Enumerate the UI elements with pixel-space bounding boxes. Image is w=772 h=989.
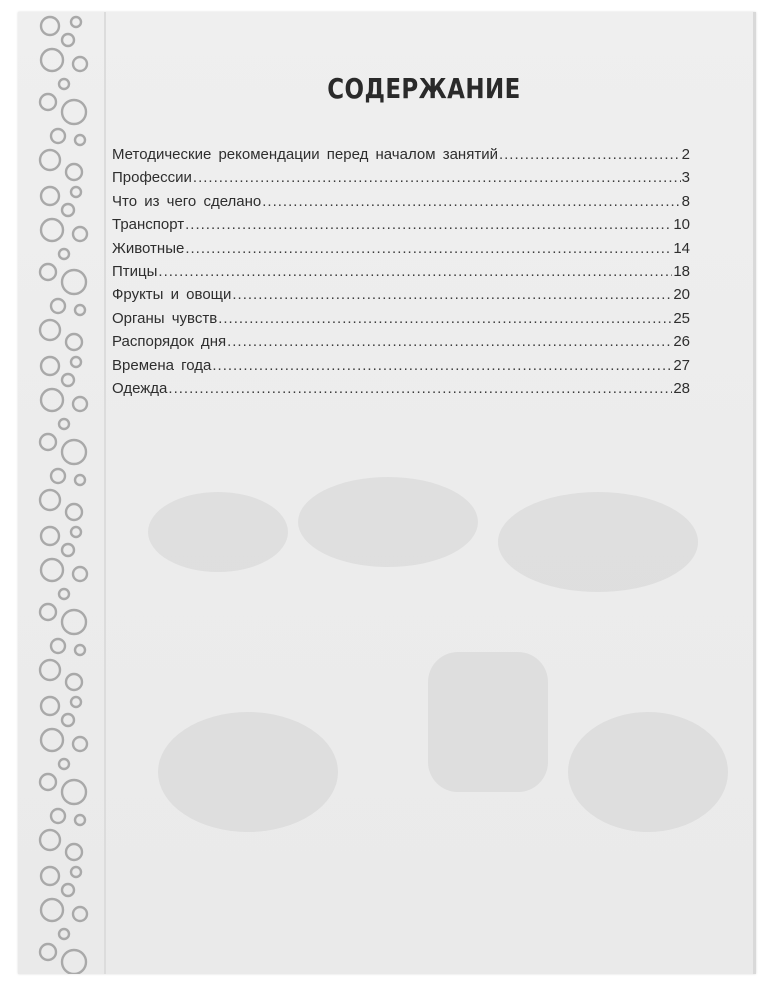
toc-entry <box>112 333 690 356</box>
page-title: СОДЕРЖАНИЕ <box>327 72 521 105</box>
toc-dot-leader <box>232 286 672 303</box>
toc-dot-leader <box>218 310 672 327</box>
toc-entry-label: Транспорт <box>112 216 185 234</box>
toc-entry-label: Одежда <box>112 379 168 397</box>
toc-entry-page-number: 26 <box>673 333 690 351</box>
toc-entry-page-number: 25 <box>673 309 690 327</box>
toc-entry <box>112 240 690 263</box>
toc-entry <box>112 380 690 403</box>
toc-entry-label: Что из чего сделано <box>112 192 262 210</box>
toc-entry-label: Фрукты и овощи <box>112 286 232 304</box>
toc-entry <box>112 146 690 169</box>
bubble-circles-icon <box>28 12 98 974</box>
toc-entry <box>112 193 690 216</box>
toc-entry-page-number: 18 <box>673 262 690 280</box>
toc-entry <box>112 216 690 239</box>
bubble-border <box>28 12 98 974</box>
toc-entry-label: Распорядок дня <box>112 333 227 351</box>
book-page <box>18 12 756 974</box>
border-divider <box>104 12 106 974</box>
toc-dot-leader <box>262 193 680 210</box>
toc-entry-page-number: 3 <box>681 169 690 187</box>
toc-entry-page-number: 14 <box>673 239 690 257</box>
toc-dot-leader <box>227 333 672 350</box>
toc-dot-leader <box>168 380 672 397</box>
toc-entry-label: Профессии <box>112 169 192 187</box>
toc-entry-page-number: 27 <box>673 356 690 374</box>
toc-entry-page-number: 10 <box>673 216 690 234</box>
faint-background-illustration <box>128 452 748 872</box>
toc-dot-leader <box>185 240 672 257</box>
toc-entry-page-number: 20 <box>673 286 690 304</box>
toc-entry-page-number: 28 <box>673 379 690 397</box>
page-edge <box>753 12 756 974</box>
toc-entry <box>112 169 690 192</box>
toc-dot-leader <box>212 357 672 374</box>
toc-entry-label: Птицы <box>112 262 158 280</box>
toc-entry <box>112 310 690 333</box>
toc-entry-label: Органы чувств <box>112 309 218 327</box>
toc-dot-leader <box>193 169 681 186</box>
toc-entry-page-number: 8 <box>681 192 690 210</box>
table-of-contents <box>112 146 690 403</box>
toc-entry <box>112 357 690 380</box>
toc-dot-leader <box>499 146 681 163</box>
toc-dot-leader <box>185 216 672 233</box>
toc-entry <box>112 286 690 309</box>
toc-entry-label: Методические рекомендации перед началом занятий <box>112 146 498 163</box>
toc-entry-label: Животные <box>112 239 185 257</box>
toc-entry-page-number: 2 <box>681 146 690 163</box>
toc-entry-label: Времена года <box>112 356 212 374</box>
toc-entry <box>112 263 690 286</box>
toc-dot-leader <box>158 263 672 280</box>
